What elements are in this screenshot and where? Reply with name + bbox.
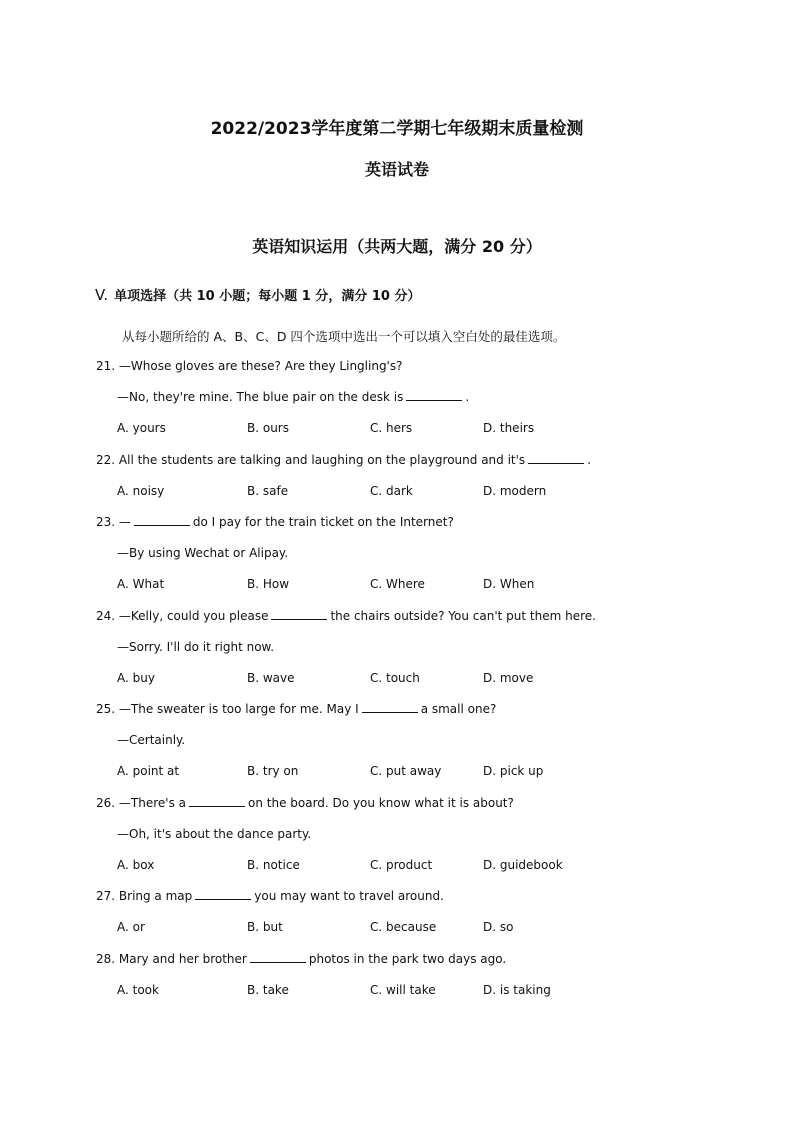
part-title: 英语知识运用（共两大题，满分 20 分） — [252, 237, 542, 256]
question-text: —Oh, it's about the dance party. — [117, 826, 312, 841]
question-line — [96, 514, 736, 545]
question-item — [96, 514, 736, 608]
question-text: 22. All the students are talking and laughing on the playground and it's — [96, 452, 526, 467]
question-line — [96, 545, 736, 576]
option-d[interactable]: D. move — [483, 670, 534, 685]
option-row — [96, 420, 736, 451]
question-item — [96, 888, 736, 950]
option-d[interactable]: D. When — [483, 577, 535, 592]
question-text: 24. —Kelly, could you please — [96, 608, 269, 623]
question-text: 21. —Whose gloves are these? Are they Lingling's? — [96, 359, 403, 373]
question-text: —Certainly. — [117, 733, 186, 748]
option-a[interactable]: A. noisy — [117, 483, 165, 498]
question-line — [96, 701, 736, 732]
option-d[interactable]: D. is taking — [483, 982, 551, 997]
question-text: —No, they're mine. The blue pair on the desk is — [117, 390, 404, 405]
option-a[interactable]: A. box — [117, 858, 155, 872]
question-item — [96, 608, 736, 702]
question-line — [96, 795, 736, 826]
option-d[interactable]: D. theirs — [483, 421, 535, 436]
question-text-after: you may want to travel around. — [254, 889, 444, 904]
section-heading — [95, 285, 421, 304]
question-list — [96, 358, 736, 1013]
question-text: —Sorry. I'll do it right now. — [117, 639, 275, 654]
option-c[interactable]: C. will take — [370, 982, 436, 997]
question-item — [96, 951, 736, 1013]
option-b[interactable]: B. wave — [247, 670, 295, 685]
question-text: 28. Mary and her brother — [96, 951, 247, 966]
option-row — [96, 919, 736, 950]
section-instruction: 从每小题所给的 A、B、C、D 四个选项中选出一个可以填入空白处的最佳选项。 — [122, 329, 566, 344]
option-b[interactable]: B. try on — [247, 764, 299, 779]
section-title: 单项选择（共 10 小题；每小题 1 分，满分 10 分） — [114, 289, 421, 304]
option-d[interactable]: D. pick up — [483, 764, 544, 779]
option-d[interactable]: D. so — [483, 920, 514, 935]
question-text-after: . — [465, 390, 470, 405]
option-c[interactable]: C. product — [370, 858, 433, 872]
option-b[interactable]: B. safe — [247, 483, 289, 498]
section-number: V. — [95, 286, 109, 304]
question-line — [96, 389, 736, 420]
answer-blank[interactable] — [250, 951, 306, 963]
option-a[interactable]: A. What — [117, 577, 165, 592]
answer-blank[interactable] — [189, 795, 245, 807]
option-c[interactable]: C. Where — [370, 577, 425, 592]
question-text-after: a small one? — [420, 702, 497, 717]
answer-blank[interactable] — [271, 608, 327, 620]
option-a[interactable]: A. buy — [117, 670, 155, 685]
option-row — [96, 857, 736, 888]
question-text-after: on the board. Do you know what it is about? — [248, 795, 514, 810]
option-d[interactable]: D. guidebook — [483, 858, 563, 872]
exam-title: 2022/2023学年度第二学期七年级期末质量检测 — [210, 119, 584, 139]
option-d[interactable]: D. modern — [483, 483, 547, 498]
question-line — [96, 358, 736, 389]
answer-blank[interactable] — [362, 701, 418, 713]
question-text: 26. —There's a — [96, 795, 186, 810]
option-row — [96, 982, 736, 1013]
question-line — [96, 888, 736, 919]
option-row — [96, 763, 736, 794]
option-a[interactable]: A. point at — [117, 764, 180, 779]
option-b[interactable]: B. take — [247, 982, 289, 997]
question-item — [96, 701, 736, 795]
answer-blank[interactable] — [528, 452, 584, 464]
question-text-after: photos in the park two days ago. — [308, 951, 507, 966]
question-text-after: . — [587, 452, 592, 467]
question-line — [96, 452, 736, 483]
option-c[interactable]: C. touch — [370, 670, 420, 685]
option-c[interactable]: C. put away — [370, 764, 442, 779]
question-line — [96, 608, 736, 639]
option-c[interactable]: C. dark — [370, 483, 413, 498]
question-item — [96, 795, 736, 889]
option-b[interactable]: B. but — [247, 920, 283, 935]
question-text: 25. —The sweater is too large for me. May I — [96, 702, 359, 717]
question-text-after: the chairs outside? You can't put them here. — [330, 608, 596, 623]
answer-blank[interactable] — [134, 514, 190, 526]
option-a[interactable]: A. took — [117, 982, 159, 997]
question-line — [96, 732, 736, 763]
answer-blank[interactable] — [406, 389, 462, 401]
option-row — [96, 483, 736, 514]
question-text-after: do I pay for the train ticket on the Internet? — [192, 514, 454, 529]
option-row — [96, 670, 736, 701]
answer-blank[interactable] — [195, 888, 251, 900]
question-line — [96, 639, 736, 670]
option-b[interactable]: B. notice — [247, 858, 300, 872]
question-text: 23. — — [96, 514, 131, 529]
exam-subtitle: 英语试卷 — [364, 160, 429, 179]
option-b[interactable]: B. ours — [247, 421, 289, 436]
option-row — [96, 576, 736, 607]
question-text: —By using Wechat or Alipay. — [117, 546, 289, 561]
option-a[interactable]: A. or — [117, 920, 145, 935]
question-item — [96, 452, 736, 514]
option-b[interactable]: B. How — [247, 577, 290, 592]
option-c[interactable]: C. because — [370, 920, 437, 935]
question-line — [96, 951, 736, 982]
question-text: 27. Bring a map — [96, 889, 193, 904]
question-line — [96, 826, 736, 857]
option-a[interactable]: A. yours — [117, 421, 166, 436]
option-c[interactable]: C. hers — [370, 421, 413, 436]
question-item — [96, 358, 736, 452]
